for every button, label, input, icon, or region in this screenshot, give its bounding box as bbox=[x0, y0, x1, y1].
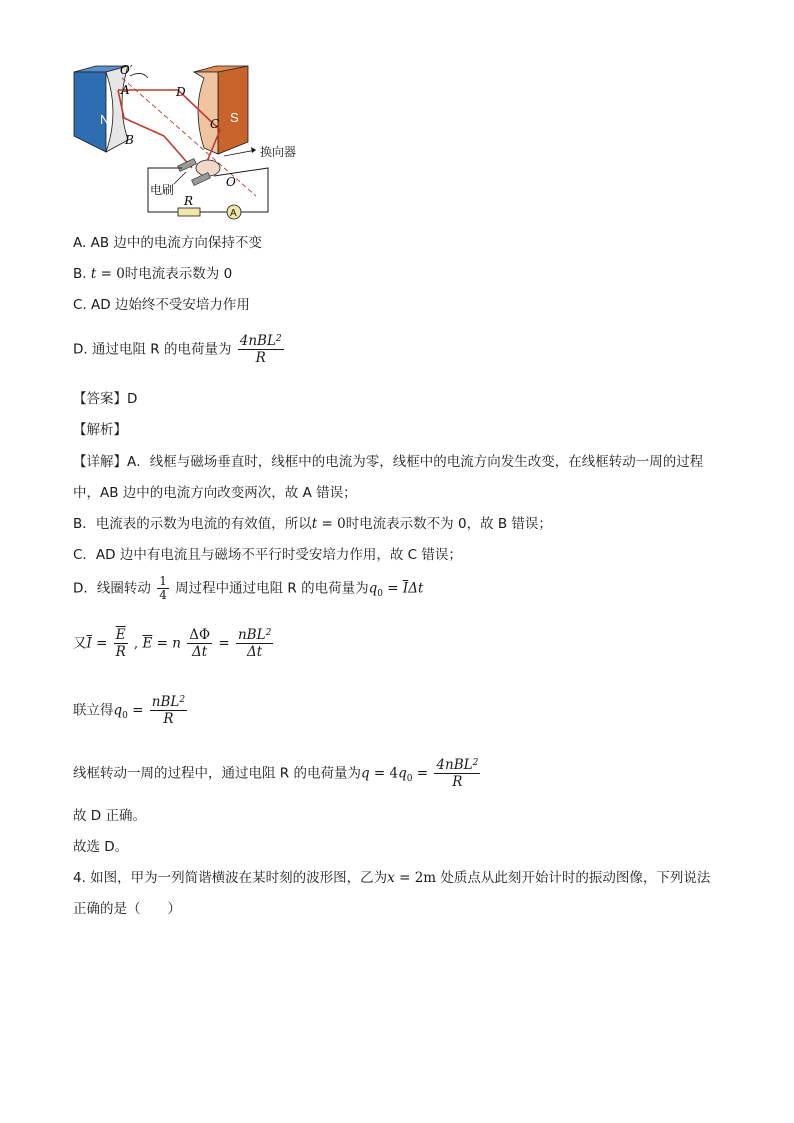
detail-line-3-t: t bbox=[311, 516, 318, 532]
detail-line-5-i: $\overline{I}$ bbox=[402, 580, 409, 597]
option-d-text: D. 通过电阻 R 的电荷量为 bbox=[73, 341, 232, 358]
option-a: A. AB 边中的电流方向保持不变 bbox=[73, 235, 262, 251]
quarter-den: 4 bbox=[159, 588, 167, 602]
detail-line-7-sub: 0 bbox=[122, 711, 128, 722]
label-brush: 电刷 bbox=[150, 183, 175, 197]
q0-den: R bbox=[163, 711, 174, 727]
dphi-dt-num: ΔΦ bbox=[189, 627, 211, 643]
quarter-fraction bbox=[157, 575, 169, 602]
answer: 【答案】D bbox=[73, 391, 138, 407]
detail-line-2: 中，AB 边中的电流方向改变两次，故 A 错误； bbox=[73, 485, 357, 501]
detail-line-6-eq3: = bbox=[214, 635, 234, 652]
e-over-r-num: $\overline{E}$ bbox=[115, 627, 126, 643]
detail-line-5-pre: D．线圈转动 bbox=[73, 580, 151, 597]
commutator-pointer-head bbox=[251, 147, 256, 153]
q0-fraction bbox=[150, 694, 187, 727]
detail-line-8-eq2: = bbox=[412, 765, 433, 782]
e-over-r-den: R bbox=[115, 644, 126, 660]
detail-line-5-dt: Δt bbox=[408, 580, 424, 597]
option-b-prefix: B. bbox=[73, 266, 87, 282]
detail-line-9: 故 D 正确。 bbox=[73, 808, 146, 824]
q-total-sup: 2 bbox=[472, 758, 479, 768]
detail-line-6 bbox=[73, 627, 275, 660]
q-total-num: 4nBL bbox=[436, 757, 473, 773]
detail-line-8-eq: = 4 bbox=[369, 765, 399, 782]
detail-line-5-eq: = bbox=[383, 580, 403, 597]
detail-line-6-eq1: = bbox=[91, 635, 112, 652]
label-b: B bbox=[125, 133, 134, 147]
commutator-pointer bbox=[224, 150, 256, 156]
q4-pre: 4. 如图，甲为一列简谐横波在某时刻的波形图，乙为 bbox=[73, 870, 388, 886]
q-total-fraction bbox=[434, 757, 480, 790]
question-4-line-2: 正确的是（ ） bbox=[73, 901, 181, 917]
label-commutator: 换向器 bbox=[260, 145, 297, 159]
e-over-r-fraction bbox=[114, 627, 128, 660]
q4-eq: = 2m bbox=[394, 870, 437, 886]
nbl2-dt-den: Δt bbox=[247, 644, 263, 660]
detail-line-5 bbox=[73, 575, 423, 604]
detail-line-7-pre: 联立得 bbox=[73, 702, 114, 719]
quarter-num: 1 bbox=[159, 574, 167, 588]
detail-line-8-q: q bbox=[360, 765, 370, 782]
detail-line-3-post: 时电流表示数不为 0，故 B 错误； bbox=[345, 516, 552, 532]
detail-line-7-q: q bbox=[113, 702, 123, 719]
option-d-fraction bbox=[238, 333, 284, 366]
detail-line-6-e: $\overline{E}$ bbox=[142, 635, 153, 652]
dphi-dt-den: Δt bbox=[192, 644, 208, 660]
label-r: R bbox=[184, 194, 194, 208]
detail-line-4: C．AD 边中有电流且与磁场不平行时受安培力作用，故 C 错误； bbox=[73, 547, 462, 563]
option-d-num: 4nBL bbox=[239, 333, 276, 349]
detail-line-5-sub: 0 bbox=[377, 589, 383, 600]
resistor-symbol bbox=[178, 208, 200, 216]
label-a: A bbox=[121, 83, 130, 97]
detail-line-8-q0: q bbox=[398, 765, 407, 782]
detail-line-8 bbox=[73, 757, 482, 790]
detail-line-7-eq: = bbox=[127, 702, 148, 719]
detail-line-3 bbox=[73, 514, 552, 534]
label-c: C bbox=[210, 117, 220, 131]
option-b-t: t bbox=[90, 266, 97, 282]
label-s: S bbox=[230, 110, 239, 125]
detail-line-5-q: q bbox=[368, 580, 378, 597]
question-4-line-1 bbox=[73, 868, 710, 888]
analysis-title: 【解析】 bbox=[73, 422, 127, 438]
option-b bbox=[73, 264, 232, 284]
brush-left bbox=[178, 158, 197, 171]
label-ammeter: A bbox=[230, 208, 237, 219]
detail-line-6-eq2: = n bbox=[152, 635, 181, 652]
q4-post: 处质点从此刻开始计时的振动图像，下列说法 bbox=[436, 870, 711, 886]
detail-line-8-sub: 0 bbox=[406, 774, 413, 785]
option-d-den: R bbox=[255, 350, 266, 366]
generator-diagram bbox=[68, 64, 318, 220]
detail-line-6-i: $\overline{I}$ bbox=[86, 635, 92, 652]
detail-line-3-eq: = 0 bbox=[317, 516, 346, 532]
detail-line-7 bbox=[73, 694, 189, 727]
detail-line-3-pre: B．电流表的示数为电流的有效值，所以 bbox=[73, 516, 312, 532]
q0-num: nBL bbox=[151, 694, 180, 710]
dphi-dt-fraction bbox=[187, 627, 212, 660]
detail-line-5-mid: 周过程中通过电阻 R 的电荷量为 bbox=[175, 580, 369, 597]
nbl2-dt-fraction bbox=[236, 627, 273, 660]
rotation-arrow bbox=[130, 73, 148, 78]
nbl2-dt-num: nBL bbox=[237, 627, 266, 643]
generator-figure bbox=[68, 64, 318, 220]
nbl2-dt-sup: 2 bbox=[265, 628, 272, 638]
circuit-right bbox=[214, 168, 268, 212]
detail-line-8-pre: 线框转动一周的过程中，通过电阻 R 的电荷量为 bbox=[73, 765, 361, 782]
option-c: C. AD 边始终不受安培力作用 bbox=[73, 297, 250, 313]
label-o: O bbox=[226, 175, 236, 189]
label-n: N bbox=[100, 112, 110, 127]
label-d: D bbox=[176, 85, 186, 99]
q-total-den: R bbox=[452, 774, 463, 790]
option-b-eq: = 0 bbox=[96, 266, 125, 282]
option-d-sup: 2 bbox=[275, 334, 282, 344]
q0-sup: 2 bbox=[179, 695, 186, 705]
detail-line-1: 【详解】A．线框与磁场垂直时，线框中的电流为零，线框中的电流方向发生改变，在线框转动一周的过程 bbox=[73, 454, 704, 470]
q4-x: x bbox=[387, 870, 395, 886]
detail-line-6-sep: , bbox=[129, 635, 143, 652]
detail-line-6-pre: 又 bbox=[73, 635, 87, 652]
label-o-prime: O′ bbox=[120, 64, 133, 77]
brush-pointer bbox=[174, 172, 186, 184]
option-d bbox=[73, 333, 286, 366]
detail-line-10: 故选 D。 bbox=[73, 839, 129, 855]
option-b-text: 时电流表示数为 0 bbox=[124, 266, 233, 282]
